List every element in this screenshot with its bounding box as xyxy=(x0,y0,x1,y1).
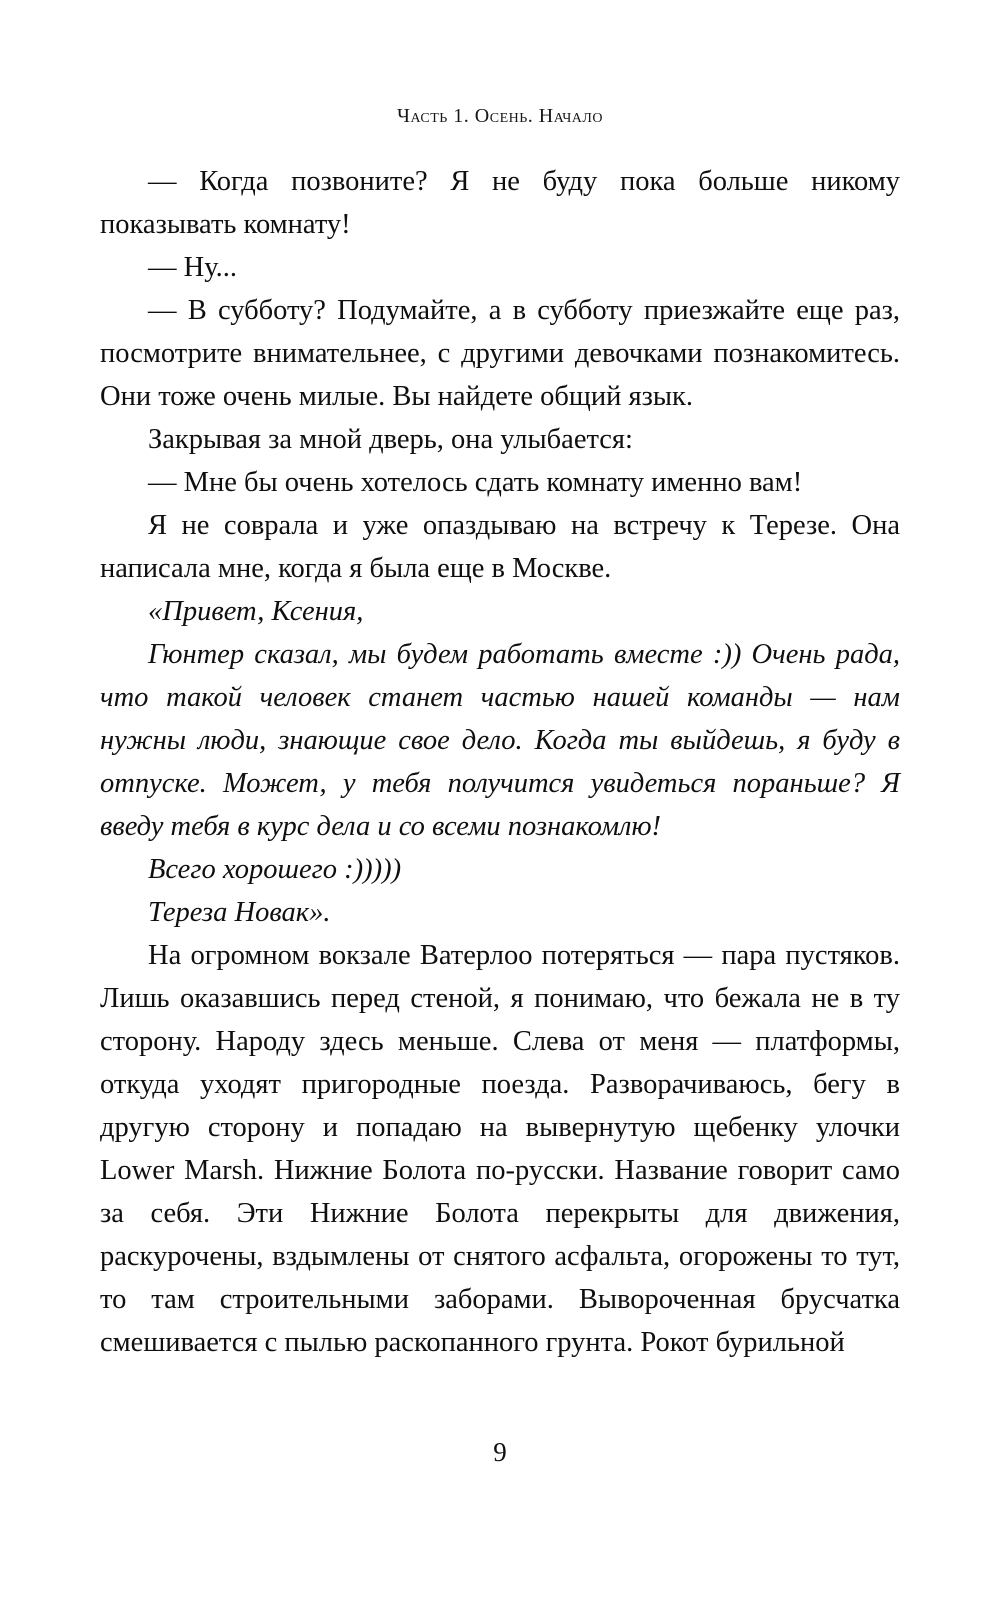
paragraph: — В субботу? Подумайте, а в субботу приезжайте еще раз, посмотрите внимательнее, с другими девочками познакомитесь. Они тоже очень милые. Вы найдете общий язык. xyxy=(100,295,900,412)
paragraph: Я не соврала и уже опаздываю на встречу к Терезе. Она написала мне, когда я была еще в Москве. xyxy=(100,510,900,584)
letter-paragraph: Всего хорошего :))))) xyxy=(148,854,402,885)
letter-paragraph: Гюнтер сказал, мы будем работать вместе :)) Очень рада, что такой человек станет частью нашей команды — нам нужны люди, знающие свое дело. Когда ты выйдешь, я буду в отпуске. Может, у тебя получится увидеться пораньше? Я введу тебя в курс дела и со всеми познакомлю! xyxy=(100,639,900,842)
paragraph: Закрывая за мной дверь, она улыбается: xyxy=(148,424,633,455)
letter-paragraph: Тереза Новак». xyxy=(148,897,331,928)
paragraph: — Мне бы очень хотелось сдать комнату именно вам! xyxy=(148,467,803,498)
paragraph: На огромном вокзале Ватерлоо потеряться — пара пустяков. Лишь оказавшись перед стеной, я понимаю, что бежала не в ту сторону. Народу здесь меньше. Слева от меня — платформы, откуда уходят пригородные поезда. Разворачиваюсь, бегу в другую сторону и попадаю на вывернутую щебенку улочки Lower Marsh. Нижние Болота по-русски. Название говорит само за себя. Эти Нижние Болота перекрыты для движения, раскурочены, вздымлены от снятого асфальта, огорожены то тут, то там строительными заборами. Вывороченная брусчатка смешивается с пылью раскопанного грунта. Рокот бурильной xyxy=(100,940,900,1358)
running-head: Часть 1. Осень. Начало xyxy=(396,105,604,127)
paragraph: — Ну... xyxy=(148,252,237,283)
letter-paragraph: «Привет, Ксения, xyxy=(148,596,364,627)
page-body xyxy=(100,160,900,1364)
paragraph: — Когда позвоните? Я не буду пока больше никому показывать комнату! xyxy=(100,166,900,240)
page-number: 9 xyxy=(493,1437,507,1467)
